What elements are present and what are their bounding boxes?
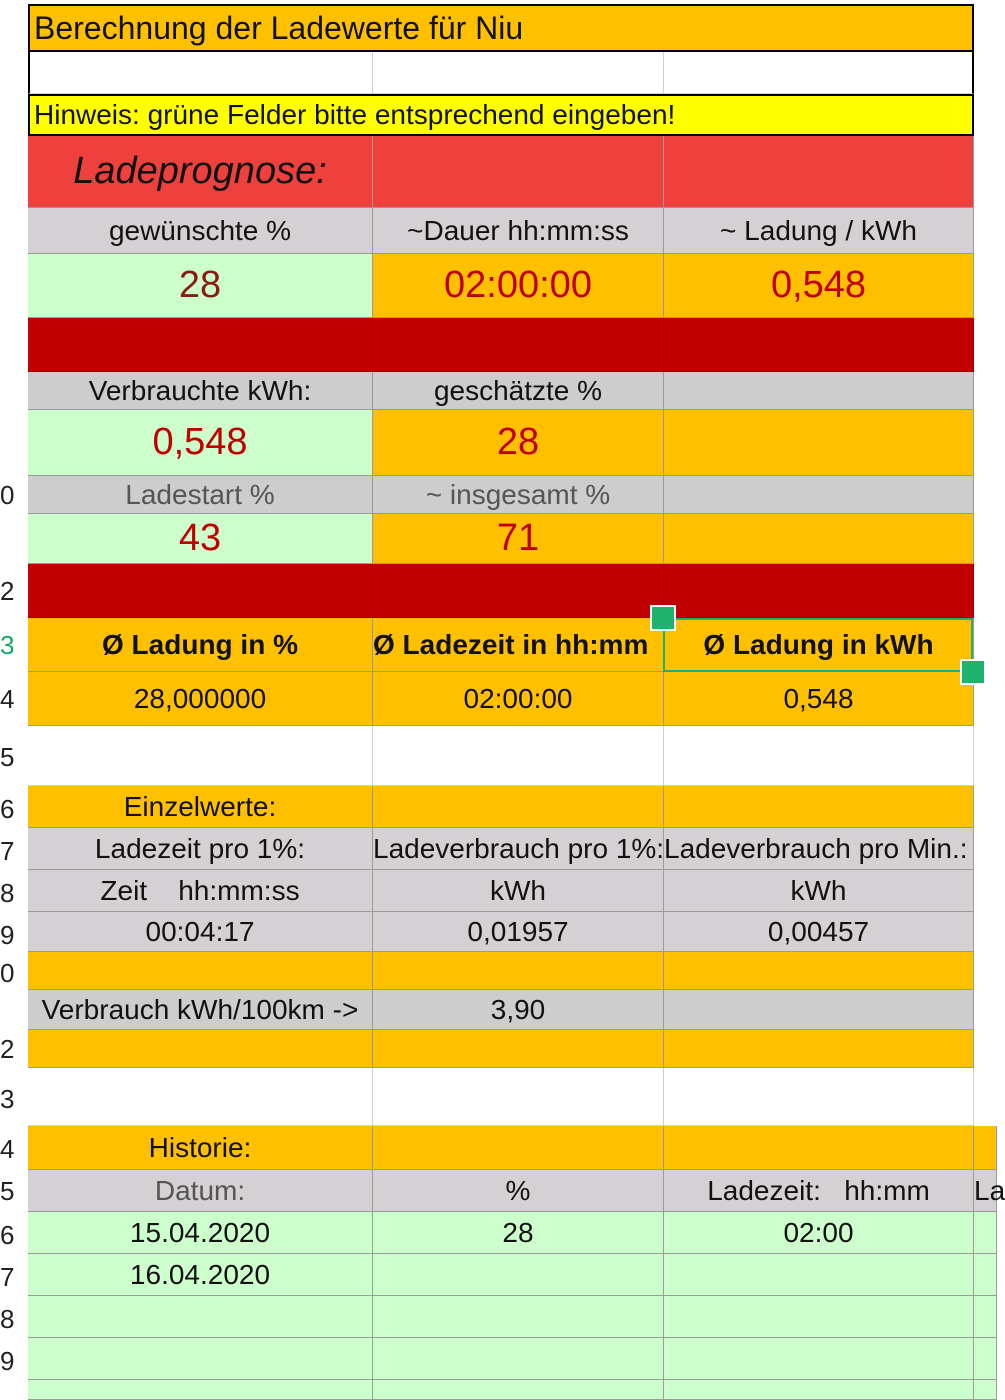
- row-number[interactable]: 6: [0, 1220, 15, 1250]
- row-number[interactable]: 9: [0, 920, 15, 950]
- empty-cell[interactable]: [664, 1380, 974, 1400]
- value-insgesamt-cell[interactable]: [373, 514, 664, 564]
- header-geschaetzte: geschätzte %: [433, 374, 603, 406]
- einzelwerte-value-row: [28, 912, 974, 952]
- empty-cell[interactable]: [373, 726, 664, 786]
- empty-cell[interactable]: [664, 476, 974, 514]
- empty-cell[interactable]: [373, 136, 664, 208]
- empty-cell[interactable]: [28, 318, 373, 372]
- empty-cell[interactable]: [28, 1338, 373, 1380]
- empty-cell[interactable]: [373, 318, 664, 372]
- row-number[interactable]: 9: [0, 1346, 15, 1376]
- hint-text: Hinweis: grüne Felder bitte entsprechend eingeben!: [34, 99, 676, 130]
- empty-cell[interactable]: [373, 564, 664, 618]
- row-number[interactable]: 2: [0, 576, 15, 606]
- header-cell[interactable]: [28, 618, 373, 672]
- value-cell[interactable]: [373, 672, 664, 726]
- prognose-label-row: [28, 136, 974, 208]
- header-cell[interactable]: [28, 372, 373, 410]
- table-row: [28, 1380, 997, 1400]
- empty-cell[interactable]: [664, 318, 974, 372]
- empty-row: [28, 726, 974, 786]
- history-time-cell[interactable]: [664, 1212, 974, 1254]
- history-date-cell[interactable]: [28, 1254, 373, 1296]
- empty-cell[interactable]: [974, 1296, 997, 1338]
- row-number[interactable]: 6: [0, 794, 15, 824]
- empty-cell[interactable]: [28, 52, 373, 94]
- ladestart-value-row: [28, 514, 974, 564]
- input-gewuenschte-cell[interactable]: [28, 254, 373, 318]
- value-avg-ladung-prozent: 28,000000: [133, 682, 267, 714]
- row-number[interactable]: 8: [0, 1304, 15, 1334]
- header-cell[interactable]: [664, 208, 974, 254]
- row-number[interactable]: 4: [0, 684, 15, 714]
- empty-cell[interactable]: [373, 952, 664, 990]
- empty-cell[interactable]: [28, 1030, 373, 1068]
- einzelwerte-unit-row: [28, 870, 974, 912]
- row-number[interactable]: 7: [0, 1262, 15, 1292]
- value-dauer: 02:00:00: [444, 264, 592, 306]
- row-number[interactable]: 8: [0, 878, 15, 908]
- separator-row: [28, 318, 974, 372]
- row-number[interactable]: 2: [0, 1034, 15, 1064]
- empty-cell[interactable]: [28, 1380, 373, 1400]
- verbrauch-value-row: [28, 410, 974, 476]
- verbrauch100-value: 3,90: [490, 993, 546, 1025]
- empty-cell[interactable]: [28, 1068, 373, 1126]
- durchschnitt-header-row: [28, 618, 974, 672]
- historie-label: Historie:: [148, 1131, 252, 1163]
- empty-cell[interactable]: [373, 1338, 664, 1380]
- value-dauer-cell[interactable]: [373, 254, 664, 318]
- prognose-label-cell[interactable]: [28, 136, 373, 208]
- title-row: [28, 4, 974, 52]
- einzelwerte-label: Einzelwerte:: [123, 790, 277, 822]
- empty-cell[interactable]: [373, 1296, 664, 1338]
- empty-cell[interactable]: [28, 564, 373, 618]
- history-time-cell[interactable]: [664, 1254, 974, 1296]
- value-gewuenschte: 28: [178, 264, 222, 306]
- row-number[interactable]: 0: [0, 958, 15, 988]
- history-time: 02:00: [783, 1216, 854, 1248]
- einzelwerte-label-row: [28, 786, 974, 828]
- header-cell[interactable]: [373, 372, 664, 410]
- input-ladestart-cell[interactable]: [28, 514, 373, 564]
- prognose-label: Ladeprognose:: [73, 150, 327, 192]
- empty-cell[interactable]: [28, 952, 373, 990]
- durchschnitt-value-row: [28, 672, 974, 726]
- header-truncated: La: [974, 1174, 1005, 1206]
- header-datum: Datum:: [154, 1174, 246, 1206]
- value-cell[interactable]: [664, 672, 974, 726]
- value-geschaetzte: 28: [496, 421, 540, 463]
- table-row: [28, 1296, 997, 1338]
- header-cell[interactable]: [373, 208, 664, 254]
- empty-row: [28, 952, 974, 990]
- header-cell[interactable]: [28, 476, 373, 514]
- header-cell-selected[interactable]: [664, 618, 974, 672]
- empty-cell[interactable]: [664, 1126, 974, 1170]
- historie-label-row: [28, 1126, 997, 1170]
- sheet-title: Berechnung der Ladewerte für Niu: [34, 9, 524, 46]
- empty-row: [28, 1068, 974, 1126]
- header-avg-ladung-kwh: Ø Ladung in kWh: [703, 628, 934, 660]
- table-row: [28, 1254, 997, 1296]
- empty-cell[interactable]: [28, 1296, 373, 1338]
- unit-cell[interactable]: [28, 870, 373, 912]
- header-cell[interactable]: [373, 1170, 664, 1212]
- value-ladeverbrauch-pro-prozent: 0,01957: [467, 915, 569, 947]
- verbrauch100-row: [28, 990, 974, 1030]
- row-number[interactable]: 3: [0, 1084, 15, 1114]
- verbrauch100-label: Verbrauch kWh/100km ->: [41, 993, 359, 1025]
- empty-row: [28, 52, 974, 94]
- empty-cell[interactable]: [664, 410, 974, 476]
- history-percent: 28: [502, 1216, 534, 1248]
- row-number-selected[interactable]: 3: [0, 630, 15, 660]
- value-avg-ladung-kwh: 0,548: [783, 682, 854, 714]
- history-percent-cell[interactable]: [373, 1212, 664, 1254]
- value-cell[interactable]: [664, 912, 974, 952]
- header-ladeverbrauch-pro-prozent: Ladeverbrauch pro 1%:: [373, 832, 665, 864]
- prognose-header-row: [28, 208, 974, 254]
- history-date: 15.04.2020: [129, 1216, 271, 1248]
- empty-cell[interactable]: [373, 1126, 664, 1170]
- verbrauch100-value-cell[interactable]: [373, 990, 664, 1030]
- empty-cell[interactable]: [373, 1068, 664, 1126]
- history-percent-cell[interactable]: [373, 1254, 664, 1296]
- empty-cell[interactable]: [664, 136, 974, 208]
- table-row: [28, 1212, 997, 1254]
- header-ladezeit-pro-prozent: Ladezeit pro 1%:: [94, 832, 306, 864]
- row-number[interactable]: 7: [0, 836, 15, 866]
- einzelwerte-header-row: [28, 828, 974, 870]
- separator-row: [28, 564, 974, 618]
- empty-cell[interactable]: [974, 1212, 997, 1254]
- prognose-value-row: [28, 254, 974, 318]
- sheet-title-cell[interactable]: [28, 4, 974, 52]
- empty-cell[interactable]: [664, 564, 974, 618]
- hint-row: [28, 94, 974, 136]
- value-ladeverbrauch-pro-min: 0,00457: [767, 915, 870, 947]
- header-cell[interactable]: [373, 476, 664, 514]
- history-date: 16.04.2020: [129, 1258, 271, 1290]
- empty-cell[interactable]: [664, 990, 974, 1030]
- header-avg-ladung-prozent: Ø Ladung in %: [102, 628, 298, 660]
- row-number[interactable]: 0: [0, 480, 15, 510]
- unit-cell[interactable]: [373, 870, 664, 912]
- empty-cell[interactable]: [664, 726, 974, 786]
- row-number[interactable]: 4: [0, 1134, 15, 1164]
- empty-cell[interactable]: [664, 952, 974, 990]
- header-dauer: ~Dauer hh:mm:ss: [407, 214, 629, 246]
- header-cell[interactable]: [373, 828, 664, 870]
- value-cell[interactable]: [28, 672, 373, 726]
- empty-cell[interactable]: [664, 786, 974, 828]
- historie-label-cell[interactable]: [28, 1126, 373, 1170]
- einzelwerte-label-cell[interactable]: [28, 786, 373, 828]
- empty-cell[interactable]: [664, 514, 974, 564]
- value-geschaetzte-cell[interactable]: [373, 410, 664, 476]
- row-number[interactable]: 5: [0, 742, 15, 772]
- value-ladestart: 43: [178, 517, 222, 559]
- selection-handle-top-left[interactable]: [650, 605, 676, 631]
- input-verbrauchte-kwh-cell[interactable]: [28, 410, 373, 476]
- value-ladung: 0,548: [770, 264, 867, 306]
- empty-cell[interactable]: [974, 1338, 997, 1380]
- header-prozent: %: [505, 1174, 531, 1206]
- empty-cell[interactable]: [373, 1030, 664, 1068]
- table-row: [28, 1338, 997, 1380]
- header-ladung: ~ Ladung / kWh: [720, 214, 917, 246]
- value-avg-ladezeit: 02:00:00: [463, 682, 573, 714]
- empty-cell[interactable]: [373, 786, 664, 828]
- header-cell[interactable]: [28, 828, 373, 870]
- header-gewuenschte: gewünschte %: [108, 214, 292, 246]
- header-cell[interactable]: [28, 1170, 373, 1212]
- header-cell[interactable]: [664, 1170, 974, 1212]
- empty-cell[interactable]: [974, 1254, 997, 1296]
- empty-row: [28, 1030, 974, 1068]
- value-verbrauchte-kwh: 0,548: [152, 421, 248, 463]
- value-ladung-cell[interactable]: [664, 254, 974, 318]
- empty-cell[interactable]: [664, 1296, 974, 1338]
- ladestart-header-row: [28, 476, 974, 514]
- header-cell[interactable]: [28, 208, 373, 254]
- unit-kwh: kWh: [490, 874, 546, 906]
- unit-zeit: Zeit hh:mm:ss: [100, 874, 300, 906]
- empty-cell[interactable]: [28, 726, 373, 786]
- value-cell[interactable]: [28, 912, 373, 952]
- row-number[interactable]: 5: [0, 1176, 15, 1206]
- value-insgesamt: 71: [496, 517, 540, 559]
- value-cell[interactable]: [373, 912, 664, 952]
- historie-header-row: [28, 1170, 1005, 1212]
- header-ladestart: Ladestart %: [125, 478, 275, 510]
- header-verbrauchte-kwh: Verbrauchte kWh:: [88, 374, 312, 406]
- unit-kwh: kWh: [790, 874, 847, 906]
- empty-cell[interactable]: [373, 1380, 664, 1400]
- empty-cell[interactable]: [664, 1030, 974, 1068]
- empty-cell[interactable]: [664, 1338, 974, 1380]
- value-ladezeit-pro-prozent: 00:04:17: [145, 915, 255, 947]
- header-ladeverbrauch-pro-min: Ladeverbrauch pro Min.:: [664, 832, 968, 864]
- header-insgesamt: ~ insgesamt %: [425, 478, 611, 510]
- header-cell[interactable]: [664, 828, 974, 870]
- unit-cell[interactable]: [664, 870, 974, 912]
- hint-cell[interactable]: [28, 94, 974, 136]
- header-cell[interactable]: [373, 618, 664, 672]
- verbrauch-header-row: [28, 372, 974, 410]
- empty-cell[interactable]: [373, 52, 664, 94]
- empty-cell[interactable]: [974, 1380, 997, 1400]
- header-cell[interactable]: [974, 1170, 1005, 1212]
- empty-cell[interactable]: [664, 52, 974, 94]
- empty-cell[interactable]: [664, 1068, 974, 1126]
- empty-cell[interactable]: [664, 372, 974, 410]
- header-ladezeit: Ladezeit: hh:mm: [707, 1174, 930, 1206]
- empty-cell[interactable]: [974, 1126, 997, 1170]
- verbrauch100-label-cell[interactable]: [28, 990, 373, 1030]
- history-date-cell[interactable]: [28, 1212, 373, 1254]
- selection-handle-bottom-right[interactable]: [960, 659, 986, 685]
- header-avg-ladezeit: Ø Ladezeit in hh:mm: [373, 628, 649, 660]
